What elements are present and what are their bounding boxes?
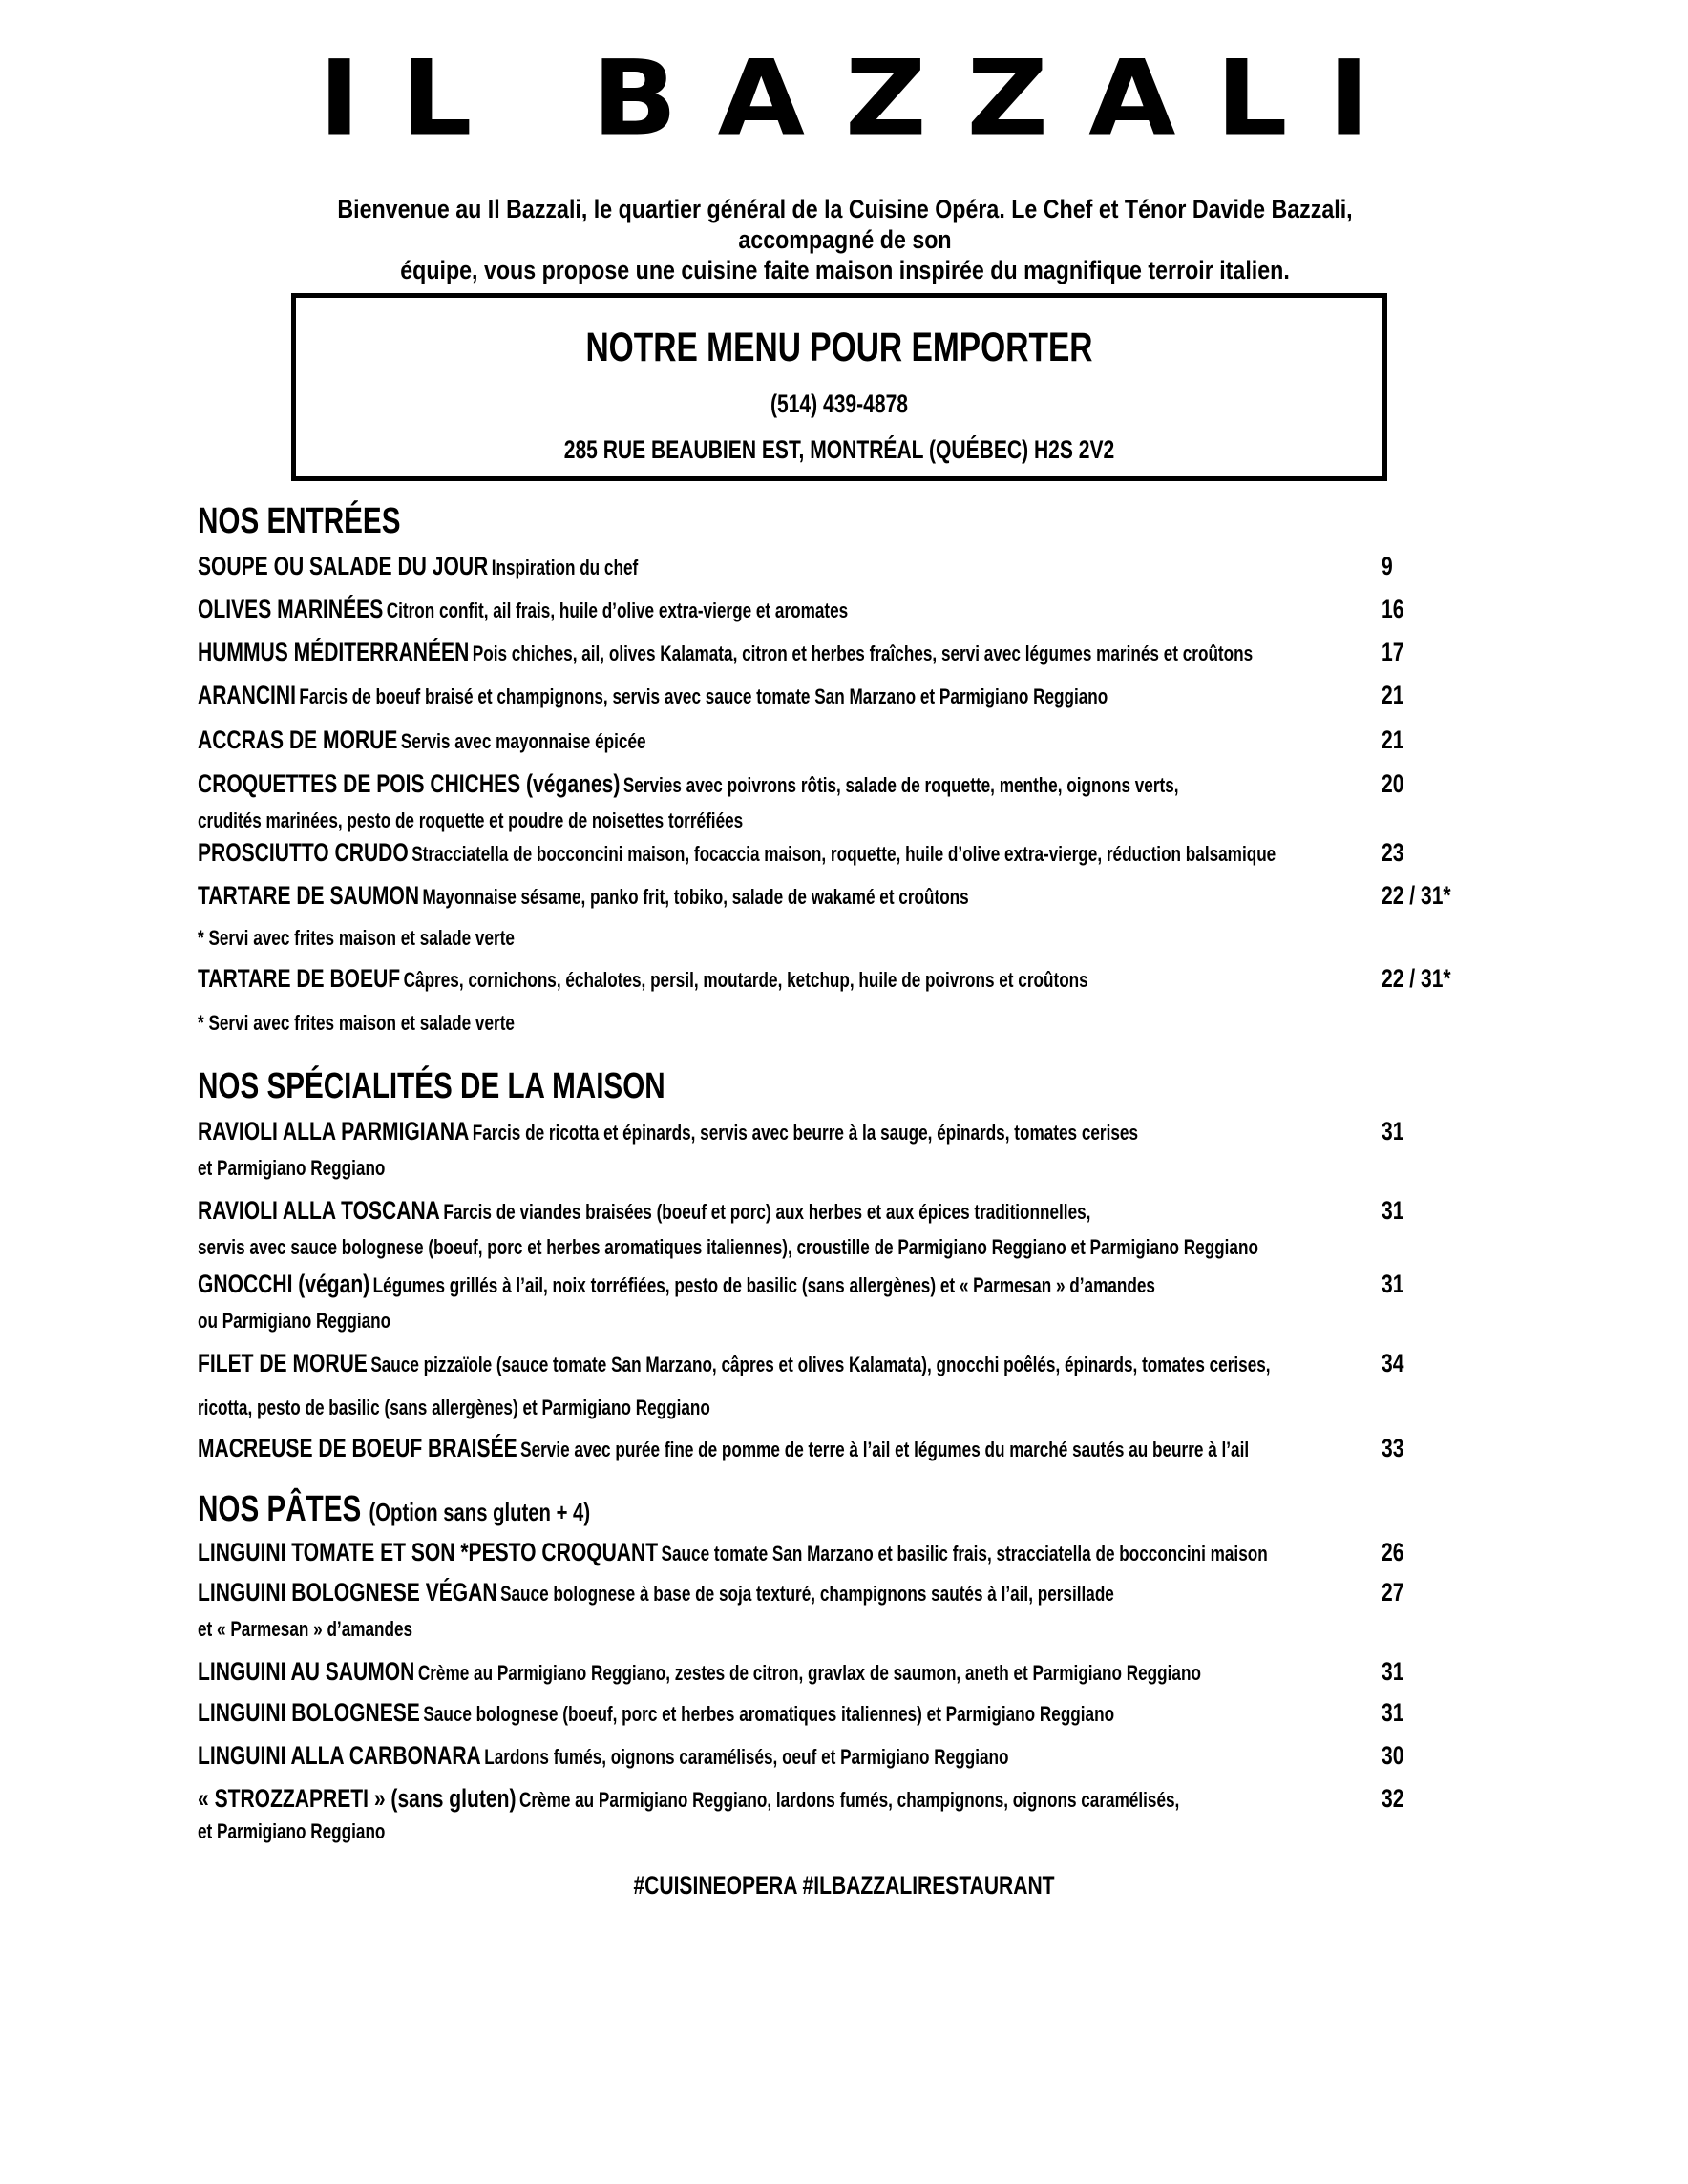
item-name: ACCRAS DE MORUE	[198, 725, 398, 754]
item-price: 31	[1382, 1270, 1404, 1298]
item-price: 31	[1382, 1117, 1404, 1145]
item-note: * Servi avec frites maison et salade verte	[198, 1011, 515, 1035]
menu-item	[198, 595, 1534, 628]
item-price: 33	[1382, 1434, 1404, 1462]
menu-item	[198, 1538, 1534, 1571]
menu-item	[198, 725, 1534, 759]
menu-item	[198, 1578, 1534, 1644]
section-heading-pates-title: NOS PÂTES	[198, 1489, 362, 1529]
item-price: 30	[1382, 1741, 1404, 1770]
item-desc-continued: crudités marinées, pesto de roquette et poudre de noisettes torréfiées	[198, 808, 744, 832]
section-heading-specialites: NOS SPÉCIALITÉS DE LA MAISON	[198, 1066, 665, 1106]
menu-item	[198, 1349, 1534, 1422]
item-name: HUMMUS MÉDITERRANÉEN	[198, 638, 470, 666]
item-price: 21	[1382, 681, 1404, 709]
item-desc: Sauce bolognese à base de soja texturé, champignons sautés à l’ail, persillade	[500, 1582, 1114, 1606]
item-price: 31	[1382, 1698, 1404, 1727]
item-name: MACREUSE DE BOEUF BRAISÉE	[198, 1434, 517, 1462]
item-desc-continued: et « Parmesan » d’amandes	[198, 1617, 413, 1641]
item-price: 27	[1382, 1578, 1404, 1606]
footer-hashtags: #CUISINEOPERA #ILBAZZALIRESTAURANT	[633, 1871, 1055, 1900]
menu-item	[198, 769, 1534, 835]
item-desc: Câpres, cornichons, échalotes, persil, moutarde, ketchup, huile de poivrons et croûtons	[403, 968, 1088, 992]
menu-item	[198, 1657, 1534, 1690]
item-name: RAVIOLI ALLA PARMIGIANA	[198, 1117, 470, 1145]
item-price: 34	[1382, 1349, 1404, 1377]
item-price: 22 / 31*	[1382, 964, 1451, 993]
item-desc-continued: et Parmigiano Reggiano	[198, 1156, 386, 1180]
item-desc: Crème au Parmigiano Reggiano, zestes de citron, gravlax de saumon, aneth et Parmigiano Reggiano	[417, 1661, 1201, 1685]
item-price: 21	[1382, 725, 1404, 754]
item-desc: Servie avec purée fine de pomme de terre à l’ail et légumes du marché sautés au beurre à l’ail	[520, 1438, 1250, 1461]
item-name: FILET DE MORUE	[198, 1349, 368, 1377]
item-name: « STROZZAPRETI » (sans gluten)	[198, 1784, 517, 1813]
item-desc: Servies avec poivrons rôtis, salade de roquette, menthe, oignons verts,	[622, 773, 1179, 797]
item-name: TARTARE DE SAUMON	[198, 881, 420, 910]
takeout-info-box	[291, 293, 1387, 481]
phone-number: (514) 439-4878	[770, 389, 909, 418]
intro-text	[274, 194, 1415, 285]
item-price: 20	[1382, 769, 1404, 798]
menu-item	[198, 1741, 1534, 1774]
menu-item	[198, 1434, 1534, 1467]
intro-line-1: Bienvenue au Il Bazzali, le quartier général de la Cuisine Opéra. Le Chef et Ténor Davide Bazzali, accompagné de son	[337, 195, 1353, 254]
item-price: 31	[1382, 1196, 1404, 1225]
item-desc: Lardons fumés, oignons caramélisés, oeuf et Parmigiano Reggiano	[484, 1745, 1009, 1769]
item-name: LINGUINI AU SAUMON	[198, 1657, 415, 1686]
item-name: PROSCIUTTO CRUDO	[198, 838, 409, 867]
item-price: 23	[1382, 838, 1404, 867]
item-desc-continued: et Parmigiano Reggiano	[198, 1819, 386, 1843]
item-price: 26	[1382, 1538, 1404, 1566]
section-heading-entrees: NOS ENTRÉES	[198, 501, 401, 541]
item-name: GNOCCHI (végan)	[198, 1270, 370, 1298]
menu-item	[198, 838, 1534, 872]
menu-item	[198, 638, 1534, 671]
menu-item	[198, 1117, 1534, 1183]
item-desc-continued: servis avec sauce bolognese (boeuf, porc et herbes aromatiques italiennes), croustille de Parmigiano Reggiano et Parmigiano Reggiano	[198, 1235, 1258, 1259]
item-desc-continued: ou Parmigiano Reggiano	[198, 1309, 391, 1333]
intro-line-2: équipe, vous propose une cuisine faite maison inspirée du magnifique terroir italien.	[400, 256, 1290, 284]
item-name: TARTARE DE BOEUF	[198, 964, 401, 993]
item-desc: Farcis de viandes braisées (boeuf et porc) aux herbes et aux épices traditionnelles,	[443, 1200, 1091, 1224]
item-name: OLIVES MARINÉES	[198, 595, 384, 623]
item-price: 16	[1382, 595, 1404, 623]
menu-item	[198, 681, 1534, 714]
takeout-title: NOTRE MENU POUR EMPORTER	[585, 325, 1093, 370]
menu-item	[198, 1196, 1534, 1262]
item-price: 17	[1382, 638, 1404, 666]
item-desc: Crème au Parmigiano Reggiano, lardons fumés, champignons, oignons caramélisés,	[518, 1788, 1180, 1812]
item-desc: Inspiration du chef	[491, 556, 639, 579]
menu-item	[198, 552, 1534, 585]
menu-item	[198, 881, 1534, 914]
menu-item	[198, 964, 1534, 998]
item-desc: Citron confit, ail frais, huile d’olive extra-vierge et aromates	[386, 598, 849, 622]
item-note: * Servi avec frites maison et salade verte	[198, 926, 515, 950]
item-desc: Sauce bolognese (boeuf, porc et herbes aromatiques italiennes) et Parmigiano Reggiano	[423, 1702, 1115, 1726]
restaurant-logo: IL BAZZALI	[318, 37, 1410, 159]
item-desc: Mayonnaise sésame, panko frit, tobiko, salade de wakamé et croûtons	[422, 885, 969, 909]
item-name: LINGUINI BOLOGNESE VÉGAN	[198, 1578, 497, 1606]
item-desc: Sauce pizzaïole (sauce tomate San Marzano, câpres et olives Kalamata), gnocchi poêlés, épinards, tomates cerises,	[370, 1353, 1271, 1376]
gluten-free-option: (Option sans gluten + 4)	[369, 1498, 591, 1526]
menu-item	[198, 1698, 1534, 1732]
item-price: 32	[1382, 1784, 1404, 1813]
item-desc: Pois chiches, ail, olives Kalamata, citron et herbes fraîches, servi avec légumes marinés et croûtons	[472, 641, 1254, 665]
item-desc: Stracciatella de bocconcini maison, focaccia maison, roquette, huile d’olive extra-vierge, réduction balsamique	[411, 842, 1277, 866]
item-name: RAVIOLI ALLA TOSCANA	[198, 1196, 440, 1225]
menu-item	[198, 1270, 1534, 1335]
section-heading-pates	[198, 1491, 590, 1527]
item-name: LINGUINI TOMATE ET SON *PESTO CROQUANT	[198, 1538, 659, 1566]
item-desc: Farcis de ricotta et épinards, servis avec beurre à la sauge, épinards, tomates cerises	[472, 1121, 1139, 1144]
item-name: LINGUINI BOLOGNESE	[198, 1698, 420, 1727]
item-desc: Servis avec mayonnaise épicée	[400, 729, 646, 753]
item-name: LINGUINI ALLA CARBONARA	[198, 1741, 481, 1770]
item-price: 9	[1382, 552, 1393, 580]
item-price: 31	[1382, 1657, 1404, 1686]
item-desc: Légumes grillés à l’ail, noix torréfiées, pesto de basilic (sans allergènes) et « Parmesan » d’amandes	[372, 1273, 1155, 1297]
address: 285 RUE BEAUBIEN EST, MONTRÉAL (QUÉBEC) H2S 2V2	[563, 435, 1115, 464]
menu-item	[198, 1784, 1534, 1846]
item-desc: Sauce tomate San Marzano et basilic frais, stracciatella de bocconcini maison	[661, 1542, 1268, 1565]
item-desc-continued: ricotta, pesto de basilic (sans allergènes) et Parmigiano Reggiano	[198, 1396, 710, 1419]
item-name: ARANCINI	[198, 681, 296, 709]
item-name: CROQUETTES DE POIS CHICHES (véganes)	[198, 769, 621, 798]
item-price: 22 / 31*	[1382, 881, 1451, 910]
item-desc: Farcis de boeuf braisé et champignons, servis avec sauce tomate San Marzano et Parmigiano Reggiano	[299, 684, 1108, 708]
item-name: SOUPE OU SALADE DU JOUR	[198, 552, 489, 580]
